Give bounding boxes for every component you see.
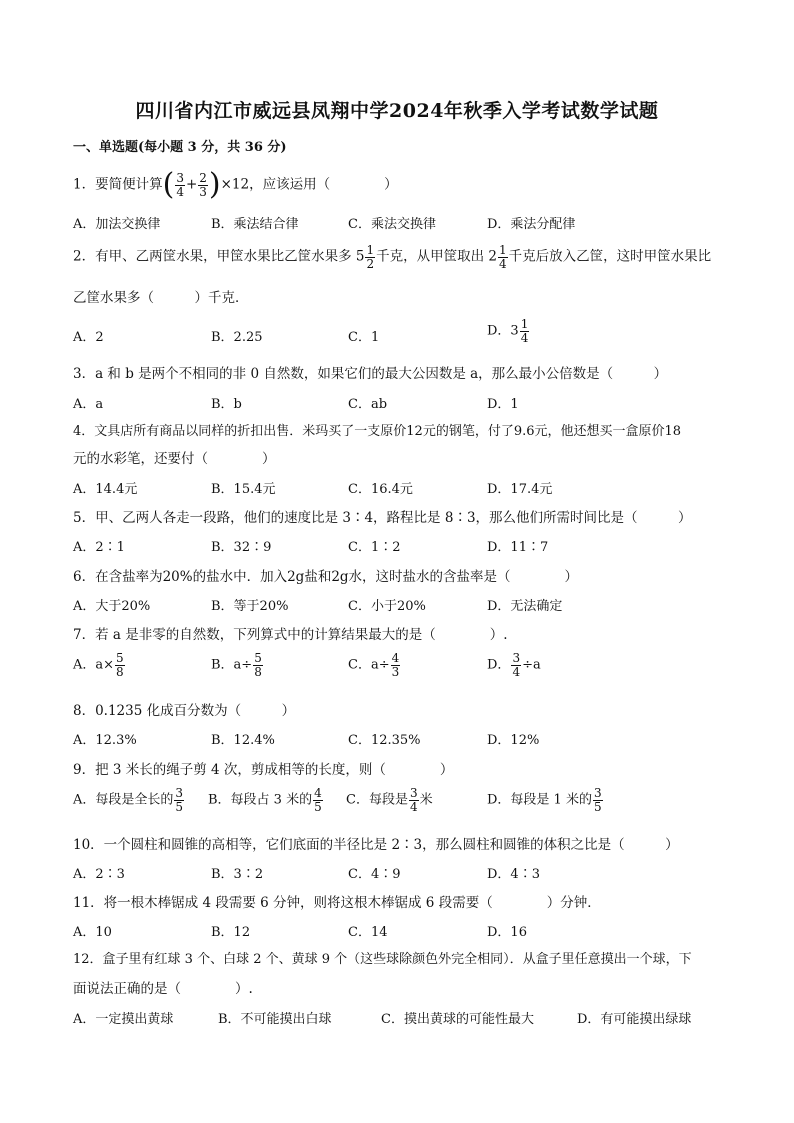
option-d: D．12% (487, 733, 540, 748)
option-c: C．ab (348, 397, 388, 412)
option-b: B．3∶2 (211, 867, 264, 882)
question-2-line-2: 乙筐水果多（ ）千克． (73, 290, 249, 306)
question-2 (73, 244, 711, 270)
option-a: A．大于20% (73, 599, 151, 614)
question-12: 12．盒子里有红球 3 个、白球 2 个、黄球 9 个（这些球除颜色外完全相同）．从盒子里任意摸出一个球，下 (73, 952, 692, 967)
option-b: B．b (211, 397, 242, 412)
option-b: B．等于20% (211, 599, 289, 614)
question-11: 11．将一根木棒锯成 4 段需要 6 分钟，则将这根木棒锯成 6 段需要（ ）分钟． (73, 895, 601, 911)
fraction: $\frac{1}{2}$ (366, 243, 375, 271)
option-a: A．a× $\frac{5}{8}$ (73, 651, 124, 679)
option-d: D．17.4元 (487, 482, 553, 497)
question-4-line-2: 元的水彩笔，还要付（ ） (73, 451, 276, 467)
fraction: $\frac{1}{4}$ (499, 243, 507, 271)
question-5: 5．甲、乙两人各走一段路，他们的速度比是 3∶4，路程比是 8∶3，那么他们所需时间比是（ ） (73, 510, 692, 526)
option-c: C．1∶2 (348, 540, 401, 555)
option-d: D．11∶7 (487, 540, 549, 555)
question-8: 8．0.1235 化成百分数为（ ） (73, 703, 296, 719)
question-12-line-2: 面说法正确的是（ ）. (73, 981, 253, 997)
option-d: D．乘法分配律 (487, 217, 576, 232)
option-d: D． $\frac{3}{4}$ ÷a (487, 651, 541, 679)
question-text: ×12 (220, 176, 250, 193)
option-b: B．乘法结合律 (211, 217, 299, 232)
question-7: 7．若 a 是非零的自然数，下列算式中的计算结果最大的是（ ）. (73, 627, 508, 643)
option-c: C．12.35% (348, 733, 421, 748)
option-c: C．16.4元 (348, 482, 413, 497)
section-heading: 一、单选题(每小题 3 分，共 36 分) (73, 140, 287, 155)
option-a: A．a (73, 397, 104, 412)
fraction: $\frac{3}{4}$ (176, 170, 184, 199)
option-b: B．不可能摸出白球 (218, 1012, 332, 1027)
option-b: B．a÷ $\frac{5}{8}$ (211, 651, 262, 679)
option-d: D．无法确定 (487, 599, 563, 614)
option-c: C．a÷ $\frac{4}{3}$ (348, 651, 400, 679)
option-a: A．14.4元 (73, 482, 138, 497)
option-b: B．12.4% (211, 733, 275, 748)
right-paren: ) (208, 167, 221, 202)
question-text: 千克，从甲筐取出 2 (376, 248, 498, 265)
option-d: D．每段是 1 米的 $\frac{3}{5}$ (487, 786, 602, 814)
page-title: 四川省内江市威远县凤翔中学2024年秋季入学考试数学试题 (135, 100, 659, 122)
option-b: B．12 (211, 925, 251, 940)
option-d: D．4∶3 (487, 867, 540, 882)
question-10: 10．一个圆柱和圆锥的高相等，它们底面的半径比是 2∶3，那么圆柱和圆锥的体积之比是（ ） (73, 837, 679, 853)
option-c: C．小于20% (348, 599, 426, 614)
option-a: A．一定摸出黄球 (73, 1012, 174, 1027)
question-4: 4．文具店所有商品以同样的折扣出售．米玛买了一支原价12元的钢笔，付了9.6元，他还想买一盒原价18 (73, 424, 682, 439)
question-text: 千克后放入乙筐，这时甲筐水果比 (508, 248, 712, 265)
option-a: A．2 (73, 330, 104, 345)
plus-sign: + (185, 176, 198, 193)
question-6: 6．在含盐率为20%的盐水中．加入2g盐和2g水，这时盐水的含盐率是（ ） (73, 569, 579, 585)
option-a: A．10 (73, 925, 112, 940)
question-text: 2．有甲、乙两筐水果，甲筐水果比乙筐水果多 5 (73, 248, 365, 265)
option-d: D．3 $\frac{1}{4}$ (487, 317, 529, 345)
option-b: B．每段占 3 米的 $\frac{4}{5}$ (208, 786, 322, 814)
option-a: A．加法交换律 (73, 217, 161, 232)
option-c: C．乘法交换律 (348, 217, 436, 232)
option-a: A．每段是全长的 $\frac{3}{5}$ (73, 786, 184, 814)
question-9: 9．把 3 米长的绳子剪 4 次，剪成相等的长度，则（ ） (73, 762, 454, 778)
option-b: B．32∶9 (211, 540, 272, 555)
option-d: D．16 (487, 925, 527, 940)
question-3: 3．a 和 b 是两个不相同的非 0 自然数，如果它们的最大公因数是 a，那么最小公倍数是（ ） (73, 366, 668, 382)
option-a: A．2∶1 (73, 540, 125, 555)
option-c: C．每段是 $\frac{3}{4}$ 米 (346, 786, 433, 814)
left-paren: ( (162, 167, 175, 202)
question-text: 1．要简便计算 (73, 176, 163, 193)
option-c: C．14 (348, 925, 388, 940)
question-text: ，应该运用（ ） (249, 176, 398, 193)
option-c: C．1 (348, 330, 380, 345)
question-1 (73, 167, 398, 202)
option-a: A．2∶3 (73, 867, 125, 882)
option-c: C．摸出黄球的可能性最大 (381, 1012, 534, 1027)
fraction: $\frac{2}{3}$ (199, 170, 207, 199)
option-c: C．4∶9 (348, 867, 401, 882)
option-b: B．15.4元 (211, 482, 276, 497)
option-a: A．12.3% (73, 733, 137, 748)
option-d: D．有可能摸出绿球 (577, 1012, 692, 1027)
option-d: D．1 (487, 397, 519, 412)
option-b: B．2.25 (211, 330, 263, 345)
